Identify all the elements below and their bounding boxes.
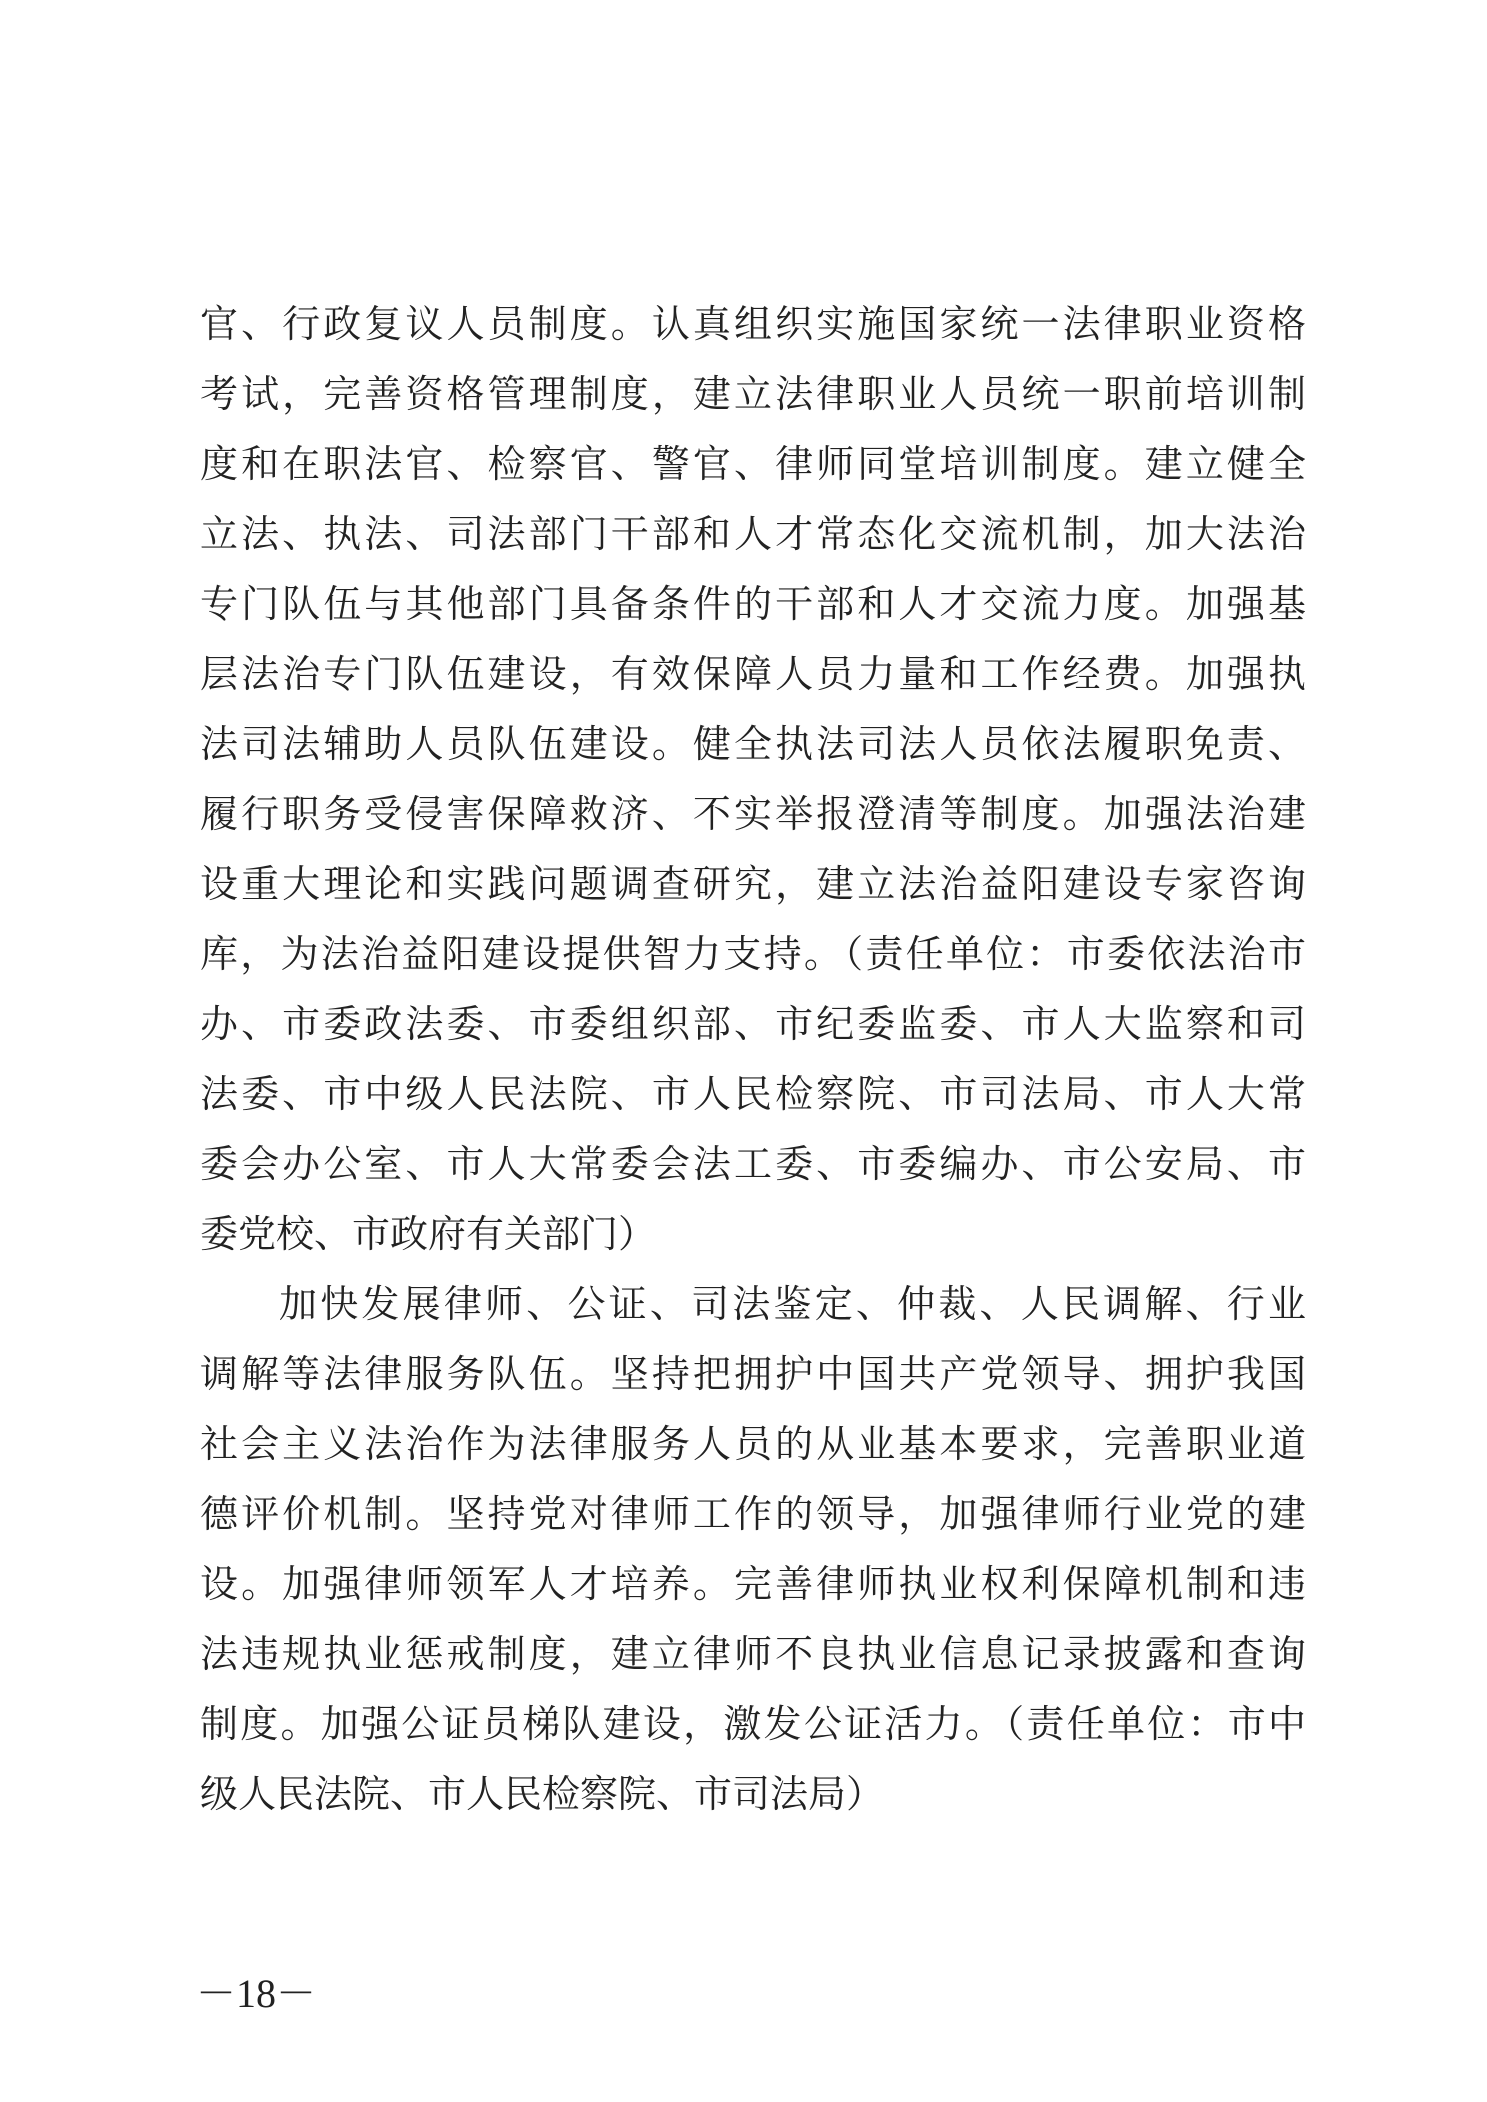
text-line: 专门队伍与其他部门具备条件的干部和人才交流力度。加强基 (200, 582, 1306, 626)
text-line: 法委、市中级人民法院、市人民检察院、市司法局、市人大常 (200, 1072, 1306, 1116)
text-line: 级人民法院、市人民检察院、市司法局） (200, 1772, 885, 1816)
text-line: 度和在职法官、检察官、警官、律师同堂培训制度。建立健全 (200, 442, 1306, 486)
text-line: 层法治专门队伍建设，有效保障人员力量和工作经费。加强执 (200, 652, 1306, 696)
text-line: 履行职务受侵害保障救济、不实举报澄清等制度。加强法治建 (200, 792, 1306, 836)
text-line: 设。加强律师领军人才培养。完善律师执业权利保障机制和违 (200, 1562, 1306, 1606)
text-line: 官、行政复议人员制度。认真组织实施国家统一法律职业资格 (200, 302, 1306, 346)
page-number: －18－ (196, 1971, 316, 2016)
text-line: 设重大理论和实践问题调查研究，建立法治益阳建设专家咨询 (200, 862, 1306, 906)
text-line: 委党校、市政府有关部门） (200, 1212, 657, 1256)
text-line: 制度。加强公证员梯队建设，激发公证活力。（责任单位：市中 (200, 1702, 1306, 1746)
text-line: 法违规执业惩戒制度，建立律师不良执业信息记录披露和查询 (200, 1632, 1306, 1676)
text-line: 办、市委政法委、市委组织部、市纪委监委、市人大监察和司 (200, 1002, 1306, 1046)
text-line: 社会主义法治作为法律服务人员的从业基本要求，完善职业道 (200, 1422, 1306, 1466)
text-line: 立法、执法、司法部门干部和人才常态化交流机制，加大法治 (200, 512, 1306, 556)
text-line: 考试，完善资格管理制度，建立法律职业人员统一职前培训制 (200, 372, 1306, 416)
text-line: 加快发展律师、公证、司法鉴定、仲裁、人民调解、行业 (279, 1282, 1306, 1326)
text-line: 委会办公室、市人大常委会法工委、市委编办、市公安局、市 (200, 1142, 1306, 1186)
text-line: 德评价机制。坚持党对律师工作的领导，加强律师行业党的建 (200, 1492, 1306, 1536)
text-line: 法司法辅助人员队伍建设。健全执法司法人员依法履职免责、 (200, 722, 1306, 766)
text-line: 库，为法治益阳建设提供智力支持。（责任单位：市委依法治市 (200, 932, 1306, 976)
text-line: 调解等法律服务队伍。坚持把拥护中国共产党领导、拥护我国 (200, 1352, 1306, 1396)
